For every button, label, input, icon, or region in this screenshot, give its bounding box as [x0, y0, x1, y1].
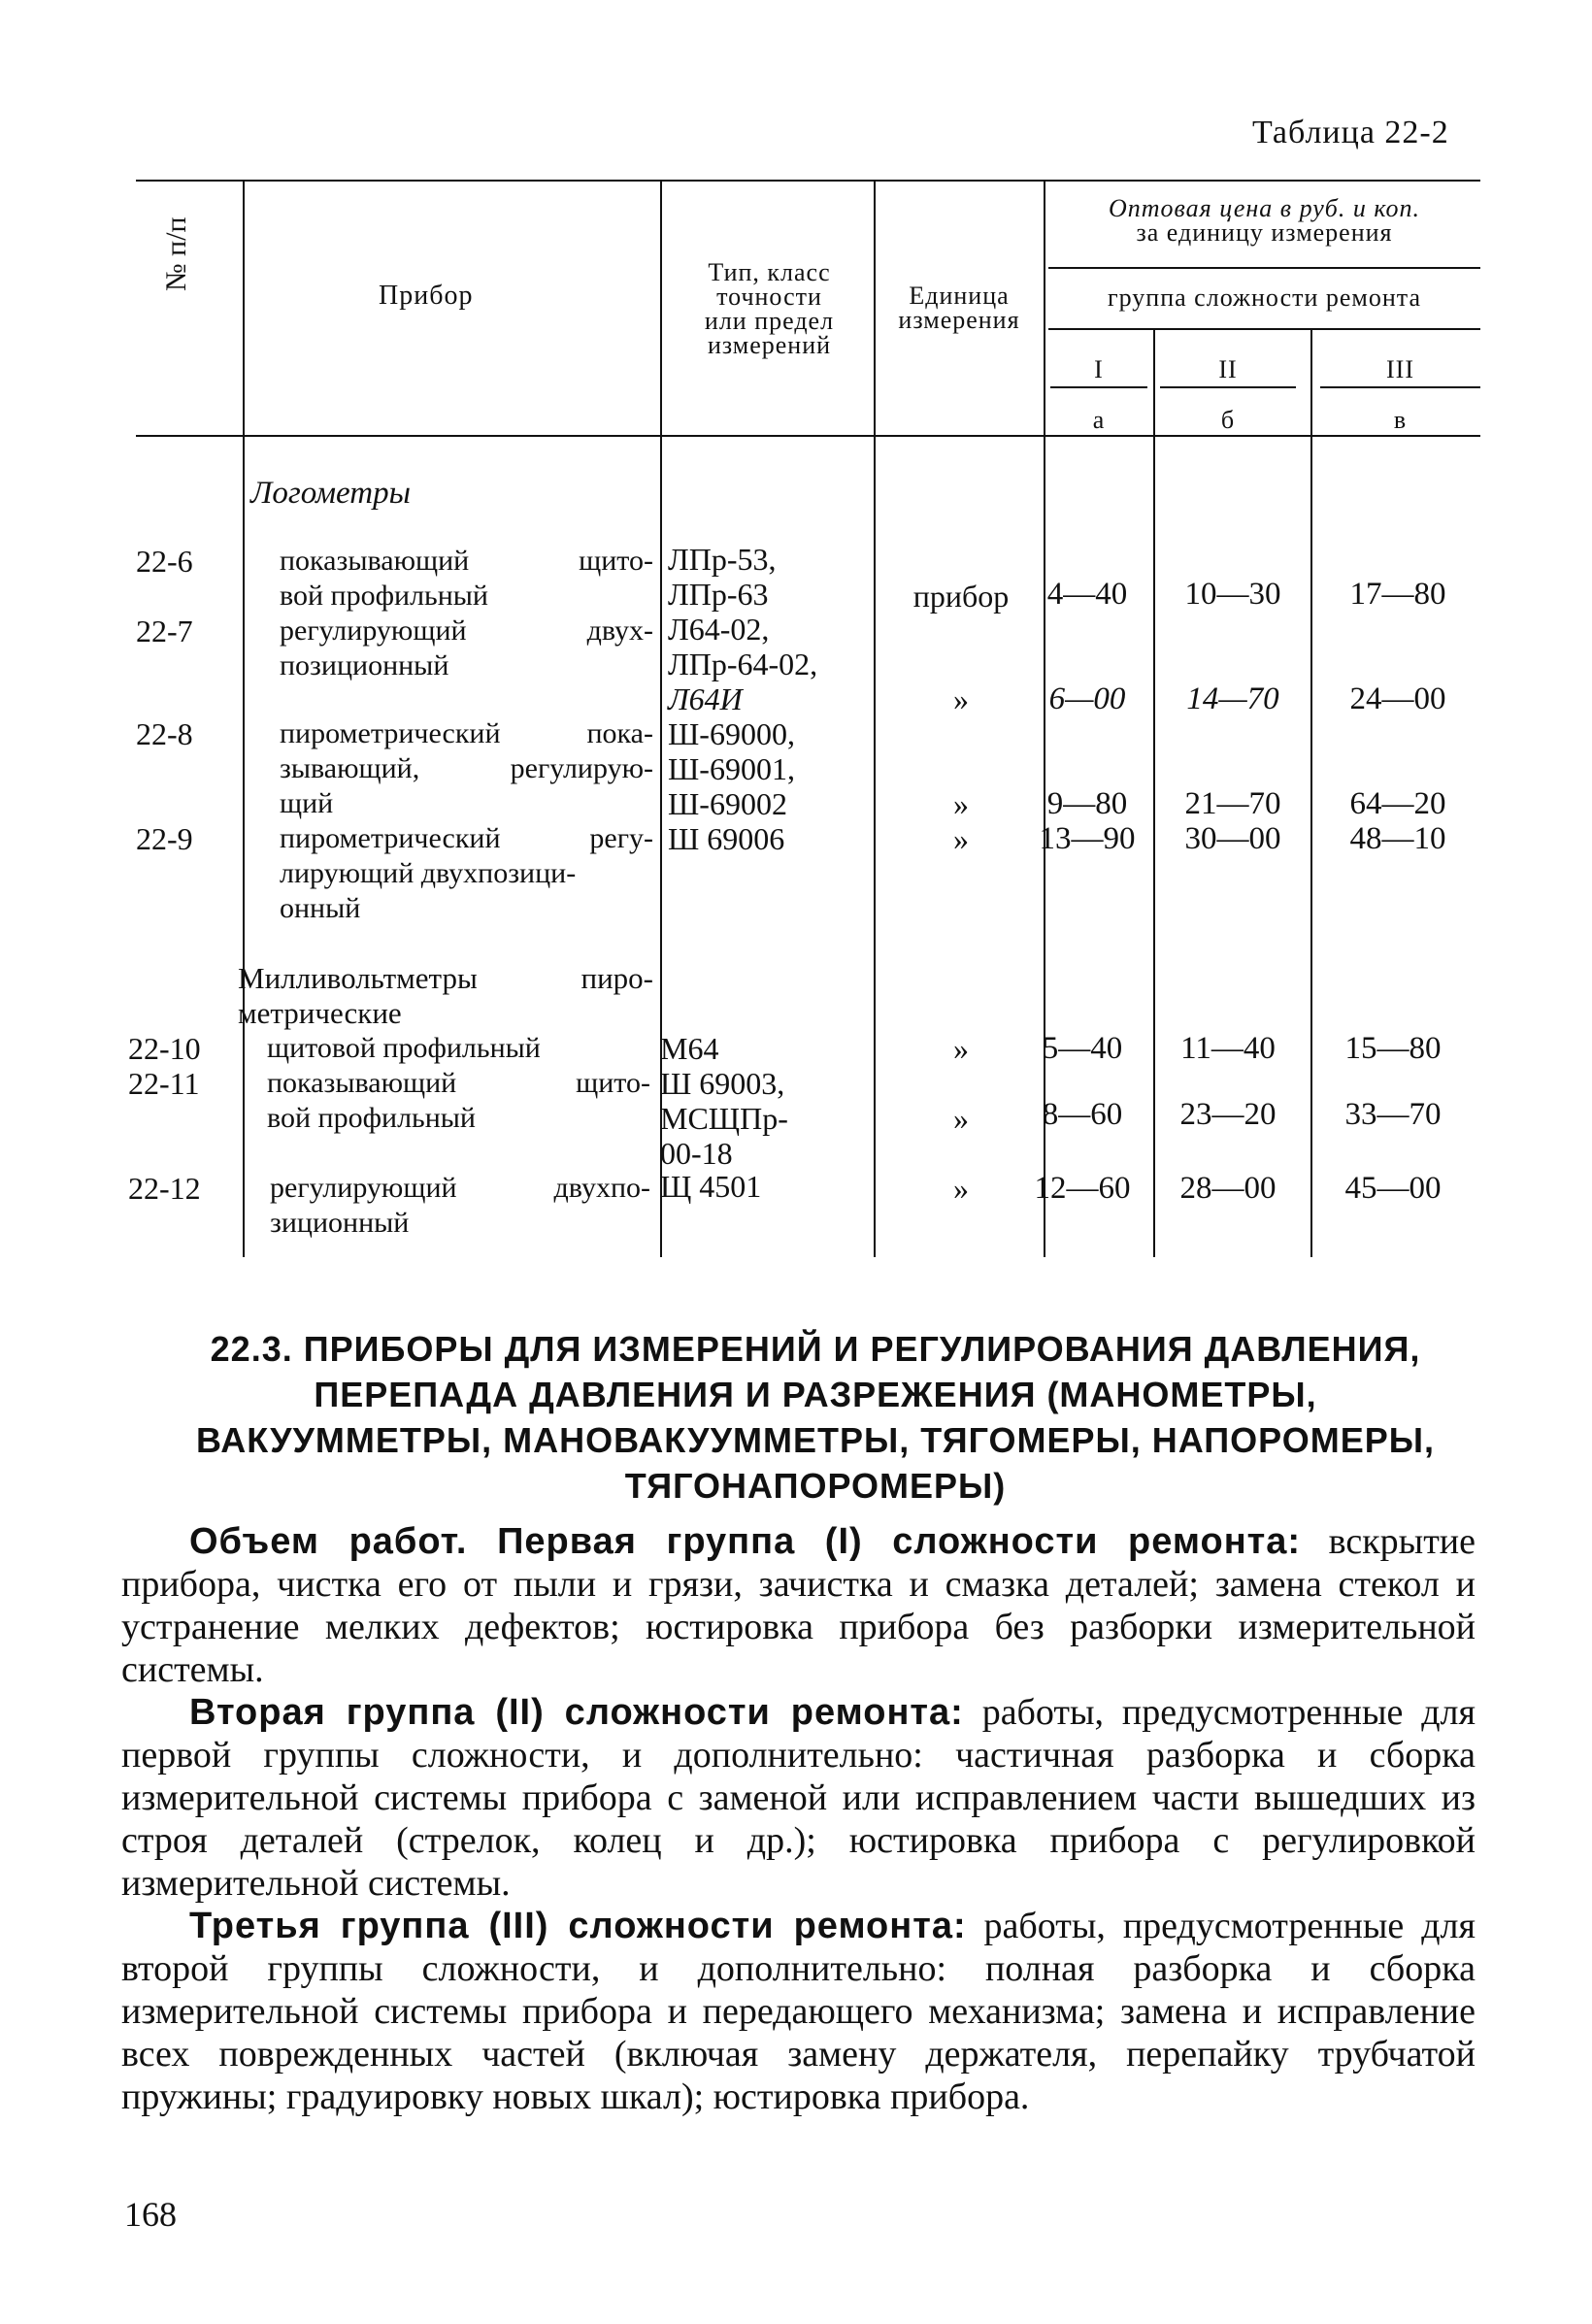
row-price-b: 23—20	[1179, 1097, 1277, 1132]
roman-rule-2	[1160, 386, 1296, 388]
row-price-a: 13—90	[1039, 821, 1136, 856]
row-price-c: 45—00	[1344, 1171, 1442, 1206]
row-price-c: 24—00	[1349, 681, 1446, 716]
row-type: ЛПр-53,	[668, 542, 777, 577]
row-price-a: 5—40	[1042, 1031, 1123, 1066]
row-type: Щ 4501	[660, 1169, 762, 1204]
row-price-a: 9—80	[1046, 786, 1128, 821]
row-price-c: 17—80	[1349, 577, 1446, 612]
header-group-3: III	[1386, 355, 1414, 383]
col-line-3	[874, 180, 876, 1257]
header-unit: Единица измерения	[898, 282, 1020, 334]
row-desc: зывающий, регулирую-	[280, 752, 653, 784]
row-desc: лирующий двухпозици-	[280, 857, 577, 889]
col-line-4	[1044, 180, 1045, 1257]
row-unit: »	[953, 1101, 969, 1136]
row-num: 22-9	[136, 821, 193, 856]
row-num: 22-6	[136, 544, 193, 579]
table-caption: Таблица 22-2	[1252, 115, 1449, 150]
row-price-b: 10—30	[1184, 577, 1281, 612]
group-heading-millivoltmeters: Милливольтметры пиро-	[238, 961, 653, 995]
page-number: 168	[124, 2195, 177, 2234]
row-desc: регулирующий двухпо-	[270, 1172, 650, 1204]
row-price-b: 14—70	[1186, 681, 1279, 716]
row-price-b: 30—00	[1184, 821, 1281, 856]
row-desc: щитовой профильный	[267, 1032, 541, 1064]
group-heading-millivoltmeters-2: метрические	[238, 996, 402, 1030]
row-price-c: 15—80	[1344, 1031, 1442, 1066]
row-type: Ш-69000,	[668, 716, 795, 751]
section-title: 22.3. ПРИБОРЫ ДЛЯ ИЗМЕРЕНИЙ И РЕГУЛИРОВАНИЯ ДАВЛЕНИЯ, ПЕРЕПАДА ДАВЛЕНИЯ И РАЗРЕЖЕНИЯ (МАНОМЕТРЫ, ВАКУУММЕТРЫ, МАНОВАКУУММЕТРЫ, ТЯГОМЕРЫ, НАПОРОМЕРЫ, ТЯГОНАПОРОМЕРЫ)	[196, 1329, 1435, 1506]
paragraph-group-2: Вторая группа (II) сложности ремонта: работы, предусмотренные для первой группы сложности, и дополнительно: частичная разборка и сборка измерительной системы прибора с заменой или исправлением части вышедших из строя деталей (стрелок, колец и др.); юстировка прибора с регулировкой измерительной системы.	[121, 1692, 1476, 1904]
roman-rule-1	[1050, 386, 1147, 388]
row-unit: »	[953, 821, 969, 856]
row-price-c: 48—10	[1349, 821, 1446, 856]
row-desc: регулирующий двух-	[280, 614, 653, 647]
row-desc: пирометрический регу-	[280, 822, 653, 854]
row-type: Ш 69006	[668, 821, 785, 856]
row-price-b: 11—40	[1180, 1031, 1276, 1066]
row-price-c: 64—20	[1349, 786, 1446, 821]
header-group-2: II	[1218, 355, 1238, 383]
header-device: Прибор	[379, 281, 474, 311]
row-num: 22-12	[128, 1171, 201, 1206]
roman-rule-3	[1320, 386, 1480, 388]
row-type: ЛПр-63	[668, 577, 769, 612]
paragraph-group-3: Третья группа (III) сложности ремонта: работы, предусмотренные для второй группы сложности, и дополнительно: полная разборка и сборка измерительной системы прибора и передающего механизма; замена и исправление всех поврежденных частей (включая замену держателя, перепайку трубчатой пружины; градуировку новых шкал); юстировка прибора.	[121, 1906, 1476, 2117]
group-header-rule	[1048, 328, 1480, 330]
row-type: Ш-69001,	[668, 751, 795, 786]
row-type: М64	[660, 1031, 719, 1066]
row-num: 22-8	[136, 716, 193, 751]
row-num: 22-11	[128, 1066, 200, 1101]
header-col-b: б	[1220, 406, 1236, 434]
row-type: ЛПр-64-02,	[668, 647, 818, 681]
row-desc: щий	[280, 787, 334, 819]
row-desc: показывающий щито-	[267, 1067, 650, 1099]
row-type: Ш-69002	[668, 786, 787, 821]
header-col-c: в	[1393, 406, 1408, 434]
header-bottom-rule	[136, 435, 1480, 437]
paragraph-group-1: Объем работ. Первая группа (I) сложности ремонта: вскрытие прибора, чистка его от пыли и грязи, зачистка и смазка деталей; замена стекол и устранение мелких дефектов; юстировка прибора без разборки измерительной системы.	[121, 1521, 1476, 1690]
row-unit: »	[953, 786, 969, 821]
row-price-b: 21—70	[1184, 786, 1281, 821]
row-type: Ш 69003,	[660, 1066, 785, 1101]
row-price-c: 33—70	[1344, 1097, 1442, 1132]
row-desc: онный	[280, 892, 361, 924]
row-type: Л64И	[668, 681, 743, 716]
col-line-6	[1310, 328, 1312, 1257]
row-unit: прибор	[912, 579, 1010, 614]
row-price-a: 4—40	[1046, 577, 1128, 612]
header-col-a: а	[1092, 406, 1106, 434]
header-group: группа сложности ремонта	[1107, 283, 1422, 312]
row-price-a: 8—60	[1042, 1097, 1123, 1132]
row-desc: вой профильный	[267, 1102, 476, 1134]
row-type: МСЩПр-	[660, 1101, 788, 1136]
row-unit: »	[953, 1031, 969, 1066]
row-price-a: 6—00	[1048, 681, 1126, 716]
row-unit: »	[953, 1171, 969, 1206]
header-price: Оптовая цена в руб. и коп. за единицу измерения	[1108, 194, 1421, 247]
row-desc: позиционный	[280, 649, 449, 681]
row-unit: »	[953, 681, 969, 716]
row-desc: вой профильный	[280, 580, 488, 612]
row-desc: показывающий щито-	[280, 545, 653, 577]
price-header-rule	[1048, 267, 1480, 269]
row-type: 00-18	[660, 1136, 733, 1171]
row-price-b: 28—00	[1179, 1171, 1277, 1206]
row-num: 22-10	[128, 1031, 201, 1066]
header-group-1: I	[1094, 355, 1104, 383]
table-top-rule	[136, 180, 1480, 182]
row-desc: зиционный	[270, 1207, 410, 1239]
header-type: Тип, класс точности или предел измерений	[704, 258, 835, 359]
col-line-1	[243, 180, 245, 1257]
group-heading-logometers: Логометры	[250, 476, 411, 511]
row-num: 22-7	[136, 614, 193, 648]
row-desc: пирометрический пока-	[280, 717, 653, 749]
row-type: Л64-02,	[668, 612, 770, 647]
row-price-a: 12—60	[1034, 1171, 1131, 1206]
header-num: № п/п	[160, 216, 192, 291]
